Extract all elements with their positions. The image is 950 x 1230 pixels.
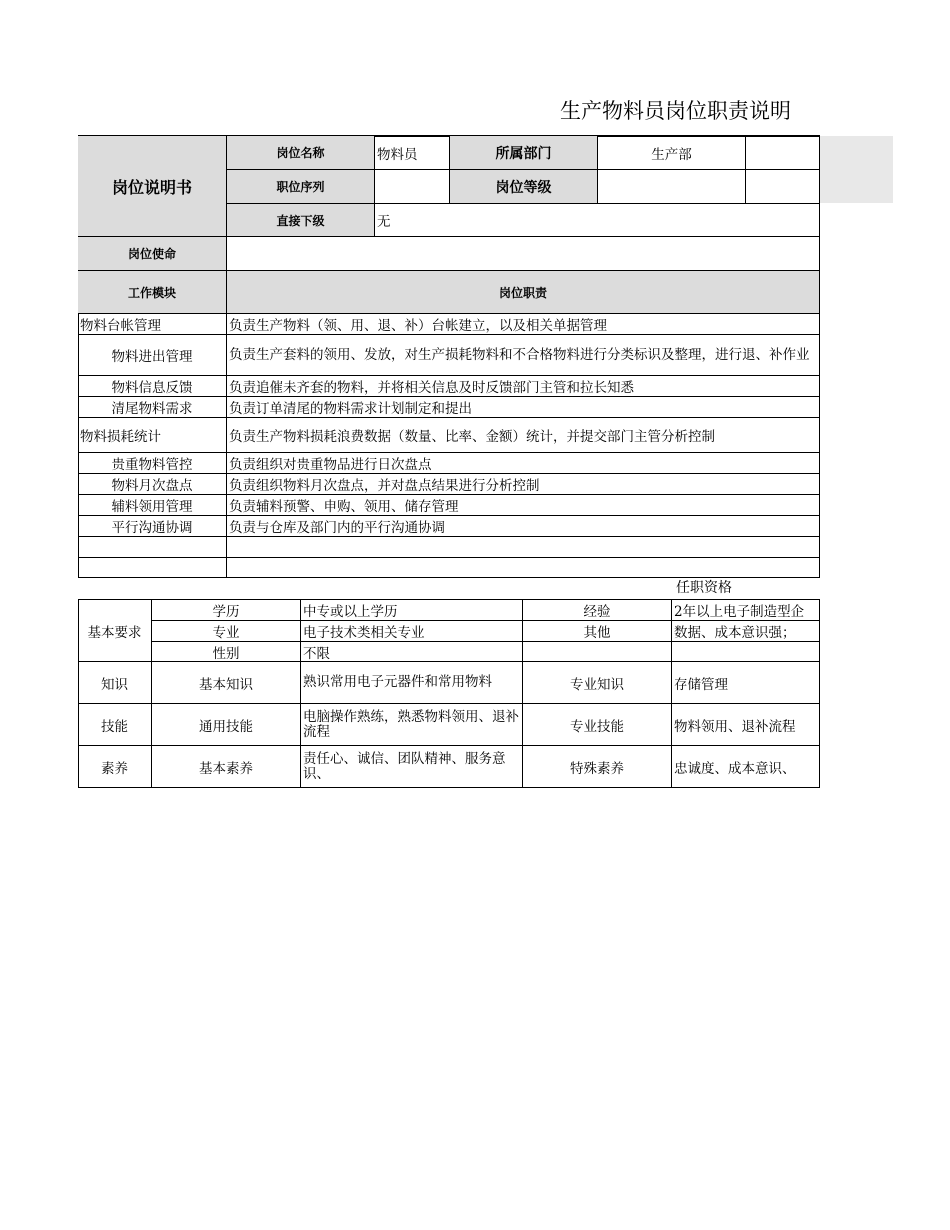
basic-knowledge-value: 熟识常用电子元器件和常用物料 bbox=[301, 662, 523, 704]
knowledge-label: 知识 bbox=[78, 662, 152, 704]
qualifications-title-row bbox=[78, 578, 820, 599]
major-value: 电子技术类相关专业 bbox=[301, 621, 523, 642]
duty-module: 辅料领用管理 bbox=[78, 495, 227, 516]
direct-subordinate-label: 直接下级 bbox=[227, 204, 375, 237]
duty-description: 负责订单清尾的物料需求计划制定和提出 bbox=[227, 397, 820, 418]
gray-filler-block bbox=[820, 136, 893, 203]
header-blank-cell-1 bbox=[746, 136, 820, 170]
duty-description: 负责辅料预警、申购、领用、储存管理 bbox=[227, 495, 820, 516]
blank-cell bbox=[672, 642, 820, 662]
general-skills-value: 电脑操作熟练，熟悉物料领用、退补流程 bbox=[301, 704, 523, 746]
other-value: 数据、成本意识强； bbox=[672, 621, 820, 642]
experience-value: 2年以上电子制造型企 bbox=[672, 600, 820, 621]
duty-module: 物料损耗统计 bbox=[78, 418, 227, 453]
duty-description bbox=[227, 558, 820, 578]
basic-requirements-label: 基本要求 bbox=[78, 600, 152, 662]
education-label: 学历 bbox=[152, 600, 301, 621]
duty-description: 负责追催未齐套的物料，并将相关信息及时反馈部门主管和拉长知悉 bbox=[227, 376, 820, 397]
gender-value: 不限 bbox=[301, 642, 523, 662]
mission-value bbox=[227, 237, 820, 271]
duty-module: 物料进出管理 bbox=[78, 335, 227, 376]
other-label: 其他 bbox=[523, 621, 672, 642]
gender-label: 性别 bbox=[152, 642, 301, 662]
special-quality-label: 特殊素养 bbox=[523, 746, 672, 788]
duty-module: 物料台帐管理 bbox=[78, 314, 227, 335]
duty-description bbox=[227, 537, 820, 558]
job-grade-label: 岗位等级 bbox=[450, 170, 598, 204]
page-title: 生产物料员岗位职责说明 bbox=[560, 99, 791, 123]
experience-label: 经验 bbox=[523, 600, 672, 621]
duty-module: 平行沟通协调 bbox=[78, 516, 227, 537]
job-grade-value bbox=[598, 170, 746, 204]
special-quality-value: 忠诚度、成本意识、 bbox=[672, 746, 820, 788]
duty-description: 负责与仓库及部门内的平行沟通协调 bbox=[227, 516, 820, 537]
duty-module bbox=[78, 537, 227, 558]
duty-module bbox=[78, 558, 227, 578]
professional-knowledge-label: 专业知识 bbox=[523, 662, 672, 704]
professional-skills-value: 物料领用、退补流程 bbox=[672, 704, 820, 746]
job-sequence-value bbox=[375, 170, 450, 204]
skills-label: 技能 bbox=[78, 704, 152, 746]
basic-quality-label: 基本素养 bbox=[152, 746, 301, 788]
duty-module: 贵重物料管控 bbox=[78, 453, 227, 474]
duty-module: 清尾物料需求 bbox=[78, 397, 227, 418]
qualifications-title: 任职资格 bbox=[676, 580, 732, 596]
department-label: 所属部门 bbox=[450, 136, 598, 170]
duty-description: 负责生产物料损耗浪费数据（数量、比率、金额）统计，并提交部门主管分析控制 bbox=[227, 418, 820, 453]
mission-label: 岗位使命 bbox=[78, 237, 227, 271]
quality-label: 素养 bbox=[78, 746, 152, 788]
position-name-label: 岗位名称 bbox=[227, 136, 375, 170]
position-name-value: 物料员 bbox=[375, 136, 450, 170]
duty-description: 负责生产物料（领、用、退、补）台帐建立，以及相关单据管理 bbox=[227, 314, 820, 335]
job-description-book-label: 岗位说明书 bbox=[78, 136, 227, 237]
duty-module: 物料月次盘点 bbox=[78, 474, 227, 495]
header-blank-cell-2 bbox=[746, 170, 820, 204]
work-module-header: 工作模块 bbox=[78, 271, 227, 314]
job-sequence-label: 职位序列 bbox=[227, 170, 375, 204]
professional-knowledge-value: 存储管理 bbox=[672, 662, 820, 704]
professional-skills-label: 专业技能 bbox=[523, 704, 672, 746]
major-label: 专业 bbox=[152, 621, 301, 642]
duty-description: 负责组织物料月次盘点，并对盘点结果进行分析控制 bbox=[227, 474, 820, 495]
duty-description: 负责组织对贵重物品进行日次盘点 bbox=[227, 453, 820, 474]
department-value: 生产部 bbox=[598, 136, 746, 170]
duty-module: 物料信息反馈 bbox=[78, 376, 227, 397]
duty-header: 岗位职责 bbox=[227, 271, 820, 314]
duty-description: 负责生产套料的领用、发放，对生产损耗物料和不合格物料进行分类标识及整理，进行退、补作业 bbox=[227, 335, 820, 376]
education-value: 中专或以上学历 bbox=[301, 600, 523, 621]
basic-knowledge-label: 基本知识 bbox=[152, 662, 301, 704]
basic-quality-value: 责任心、诚信、团队精神、服务意识、 bbox=[301, 746, 523, 788]
general-skills-label: 通用技能 bbox=[152, 704, 301, 746]
blank-cell bbox=[523, 642, 672, 662]
direct-subordinate-value: 无 bbox=[375, 204, 820, 237]
